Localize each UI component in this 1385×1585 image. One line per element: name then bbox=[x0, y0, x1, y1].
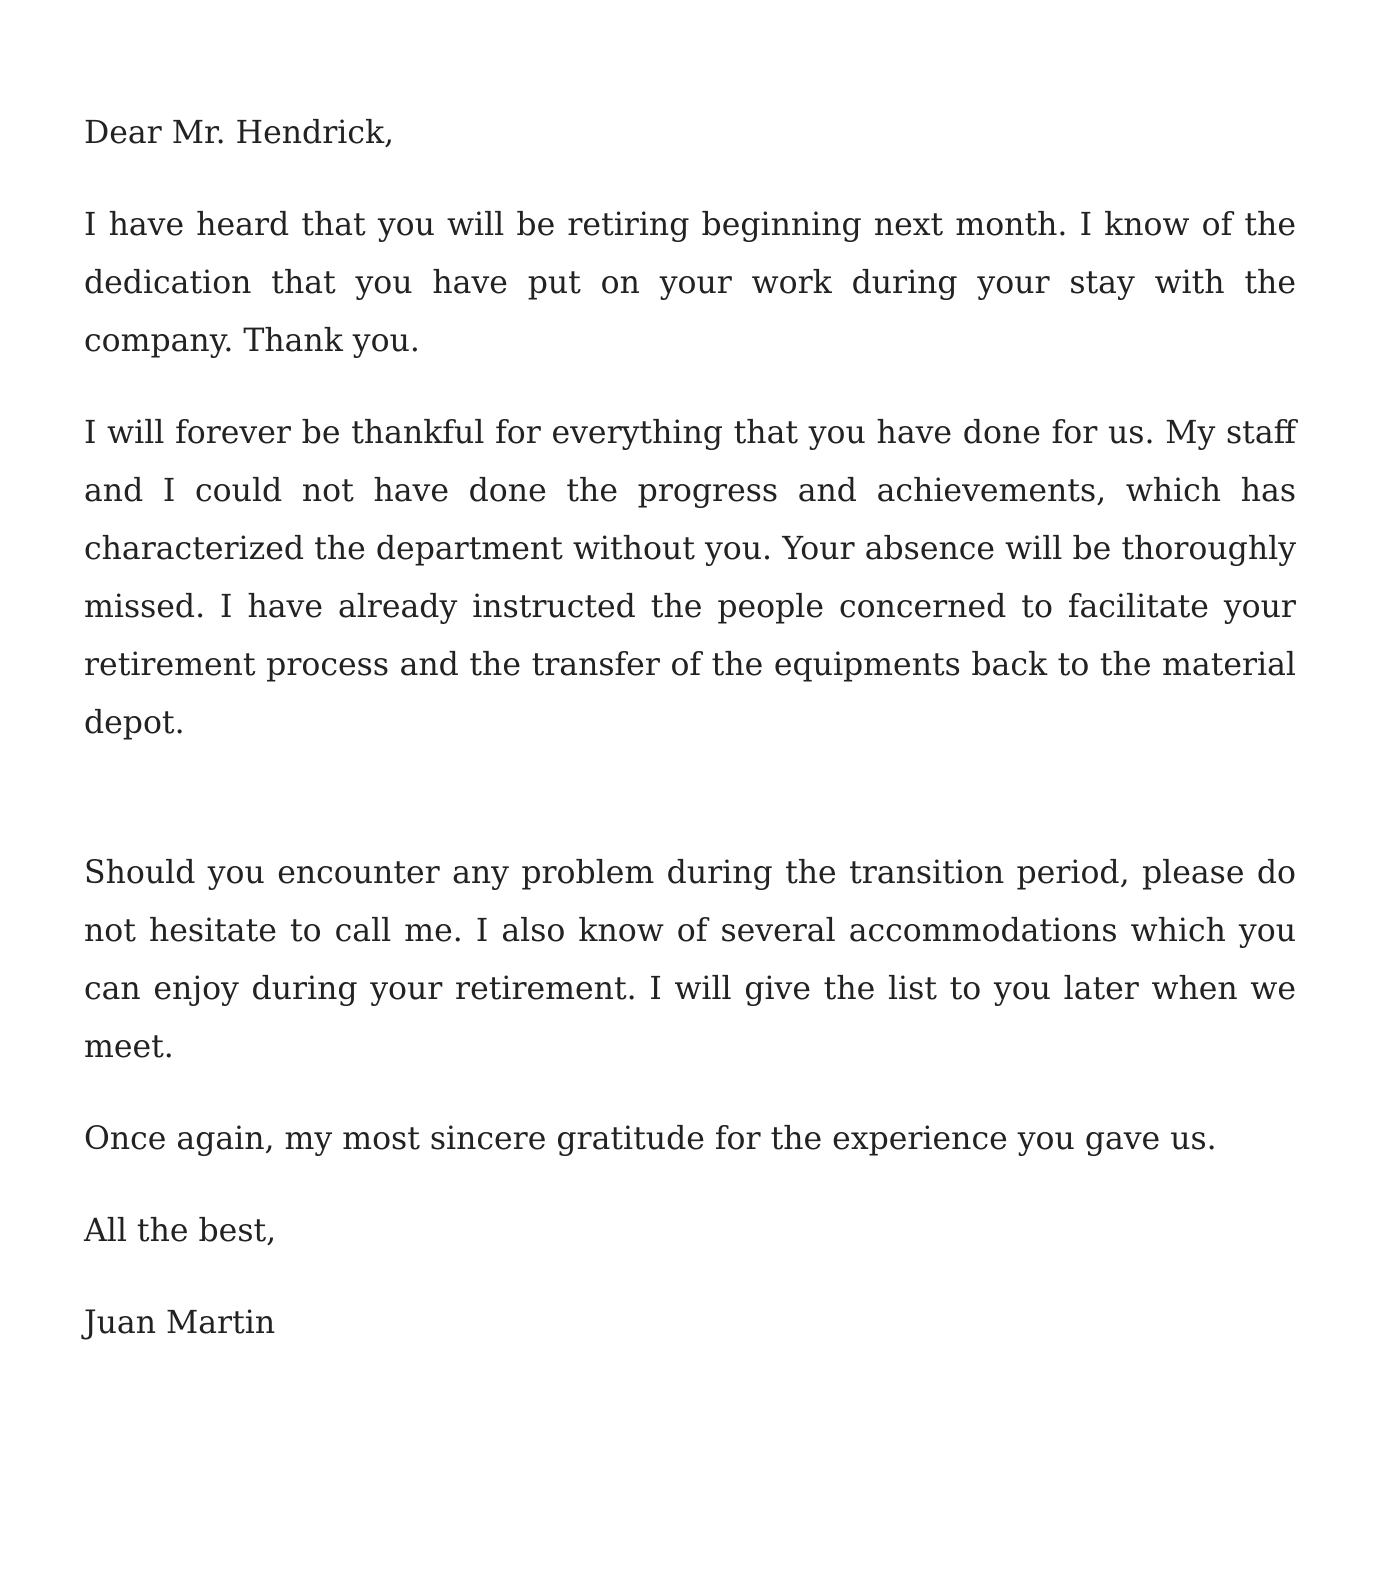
letter-body bbox=[84, 104, 1296, 1352]
paragraph-transition-help: Should you encounter any problem during the transition period, please do not hesitate to call me. I also know of several accommodations which you can enjoy during your retirement. I will give the list to you later when we meet. bbox=[84, 855, 1296, 1065]
paragraph-closing-thanks: Once again, my most sincere gratitude for the experience you gave us. bbox=[84, 1121, 1217, 1157]
paragraph-retirement-notice: I have heard that you will be retiring beginning next month. I know of the dedication that you have put on your work during your stay with the company. Thank you. bbox=[84, 207, 1296, 359]
paragraph-gratitude: I will forever be thankful for everything that you have done for us. My staff and I could not have done the progress and achievements, which has characterized the department without you. Your absence will be thoroughly missed. I have already instructed the people concerned to facilitate your retirement process and the transfer of the equipments back to the material depot. bbox=[84, 415, 1296, 741]
signature: Juan Martin bbox=[84, 1305, 276, 1341]
closing: All the best, bbox=[84, 1213, 277, 1249]
salutation: Dear Mr. Hendrick, bbox=[84, 115, 395, 151]
